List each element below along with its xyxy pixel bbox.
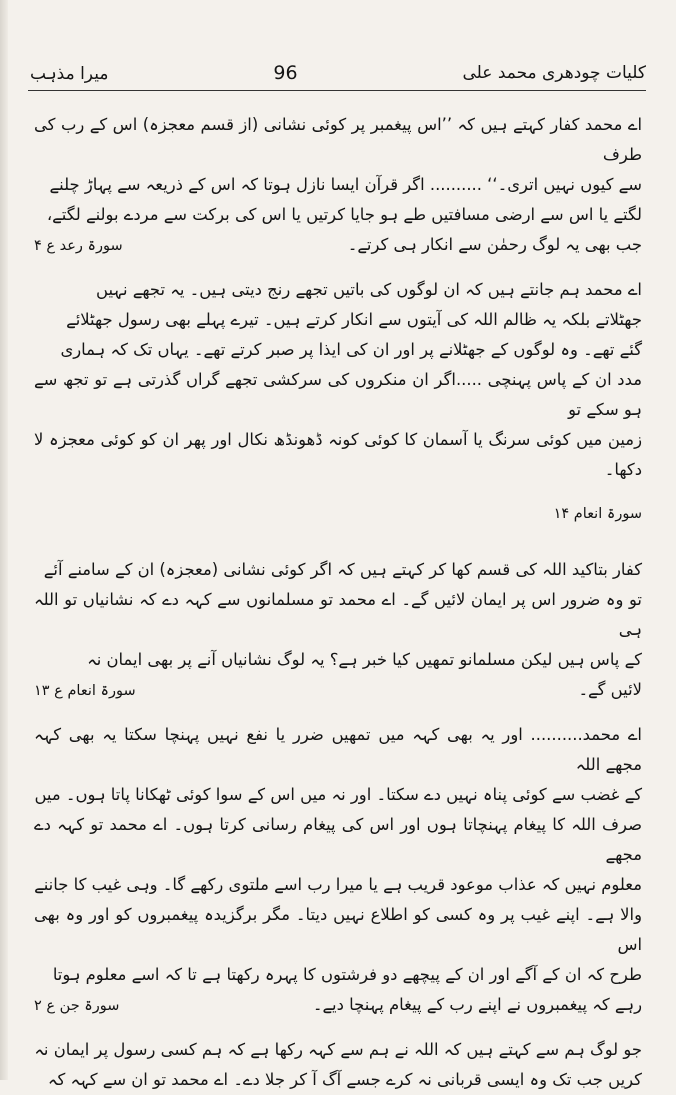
- surah-reference: سورۃ رعد ع ۴: [34, 238, 123, 254]
- text-line: لگتے یا اس سے ارضی مسافتیں طے ہو جایا کرتیں یا اس کی برکت سے مردے بولنے لگتے،: [46, 205, 642, 224]
- text-line: سے کیوں نہیں اتری۔‘‘ .......... اگر قرآن ایسا نازل ہوتا کہ اس کے ذریعہ سے پہاڑ چلنے: [49, 175, 642, 194]
- text-line: معلوم نہیں کہ عذاب موعود قریب ہے یا میرا رب اسے ملتوی رکھے گا۔ وہی غیب کا جاننے: [34, 875, 642, 894]
- paragraph: [34, 555, 642, 706]
- paragraph: [34, 1035, 642, 1095]
- paragraph-last-line: [34, 990, 642, 1021]
- text-line: اے محمد کفار کہتے ہیں کہ ’’اس پیغمبر پر کوئی نشانی (از قسم معجزہ) اس کے رب کی طرف: [34, 115, 642, 164]
- paragraph-last-line: [34, 675, 642, 706]
- text-line: جھٹلاتے بلکہ یہ ظالم اللہ کی آیتوں سے انکار کرتے ہیں۔ تیرے پہلے بھی رسول جھٹلائے: [66, 310, 642, 329]
- page-edge: [0, 0, 8, 1080]
- text-line: گئے تھے۔ وہ لوگوں کے جھٹلانے پر اور ان کی ایذا پر صبر کرتے تھے۔ یہاں تک کہ ہماری: [60, 340, 642, 359]
- page-number: 96: [273, 62, 298, 84]
- text-line: لائیں گے۔: [578, 680, 642, 699]
- text-line: جو لوگ ہم سے کہتے ہیں کہ اللہ نے ہم سے کہہ رکھا ہے کہ ہم کسی رسول پر ایمان نہ: [34, 1040, 642, 1059]
- header-rule: [28, 90, 646, 91]
- text-line: کفار بتاکید اللہ کی قسم کھا کر کہتے ہیں کہ اگر کوئی نشانی (معجزہ) ان کے سامنے آئے: [43, 560, 642, 579]
- text-line: طرح کہ ان کے آگے اور ان کے پیچھے دو فرشتوں کا پہرہ رکھتا ہے تا کہ اسے معلوم ہوتا: [52, 965, 642, 984]
- surah-reference: سورۃ انعام ع ۱۳: [34, 683, 136, 699]
- text-line: والا ہے۔ اپنے غیب پر وہ کسی کو اطلاع نہیں دیتا۔ مگر برگزیدہ پیغمبروں کو اور وہ بھی اس: [34, 905, 642, 954]
- surah-reference: سورۃ انعام ۱۴: [553, 506, 642, 522]
- text-line: تو وہ ضرور اس پر ایمان لائیں گے۔ اے محمد تو مسلمانوں سے کہہ دے کہ نشانیاں تو اللہ ہی: [34, 590, 642, 639]
- paragraph: [34, 275, 642, 485]
- text-line: کریں جب تک وہ ایسی قربانی نہ کرے جسے آگ آ کر جلا دے۔ اے محمد تو ان سے کہہ کہ: [47, 1070, 642, 1089]
- text-line: کے پاس ہیں لیکن مسلمانو تمھیں کیا خبر ہے؟ یہ لوگ نشانیاں آنے پر بھی ایمان نہ: [87, 650, 642, 669]
- book-title: کلیات چودھری محمد علی: [462, 63, 646, 83]
- text-line: زمین میں کوئی سرنگ یا آسمان کا کوئی کونہ ڈھونڈھ نکال اور پھر ان کو کوئی معجزہ لا دکھا۔: [34, 430, 642, 479]
- text-line: مدد ان کے پاس پہنچی .....اگر ان منکروں کی سرکشی تجھے گراں گذرتی ہے تو تجھ سے ہو سکے تو: [34, 370, 642, 419]
- text-line: جب بھی یہ لوگ رحمٰن سے انکار ہی کرتے۔: [347, 235, 642, 254]
- paragraph-last-line: [34, 230, 642, 261]
- text-line: کے غضب سے کوئی پناہ نہیں دے سکتا۔ اور نہ میں اس کے سوا کوئی ٹھکانا پاتا ہوں۔ میں: [34, 785, 642, 804]
- text-line: اے محمد ہم جانتے ہیں کہ ان لوگوں کی باتیں تجھے رنج دیتی ہیں۔ یہ تجھے نہیں: [95, 280, 642, 299]
- page-body: [34, 110, 642, 1089]
- text-line: صرف اللہ کا پیغام پہنچاتا ہوں اور اس کی پیغام رسانی کرتا ہوں۔ اے محمد تو کہہ دے مجھے: [34, 815, 642, 864]
- paragraph: [34, 110, 642, 261]
- text-line: رہے کہ پیغمبروں نے اپنے رب کے پیغام پہنچا دیے۔: [312, 995, 642, 1014]
- page-header: [30, 58, 646, 88]
- surah-reference: سورۃ جن ع ۲: [34, 998, 120, 1014]
- text-line: اے محمد.......... اور یہ بھی کہہ میں تمھیں ضرر یا نفع نہیں پہنچا سکتا یہ بھی کہہ مجھے اللہ: [34, 725, 642, 774]
- section-title: میرا مذہب: [30, 63, 109, 84]
- paragraph: [34, 720, 642, 1021]
